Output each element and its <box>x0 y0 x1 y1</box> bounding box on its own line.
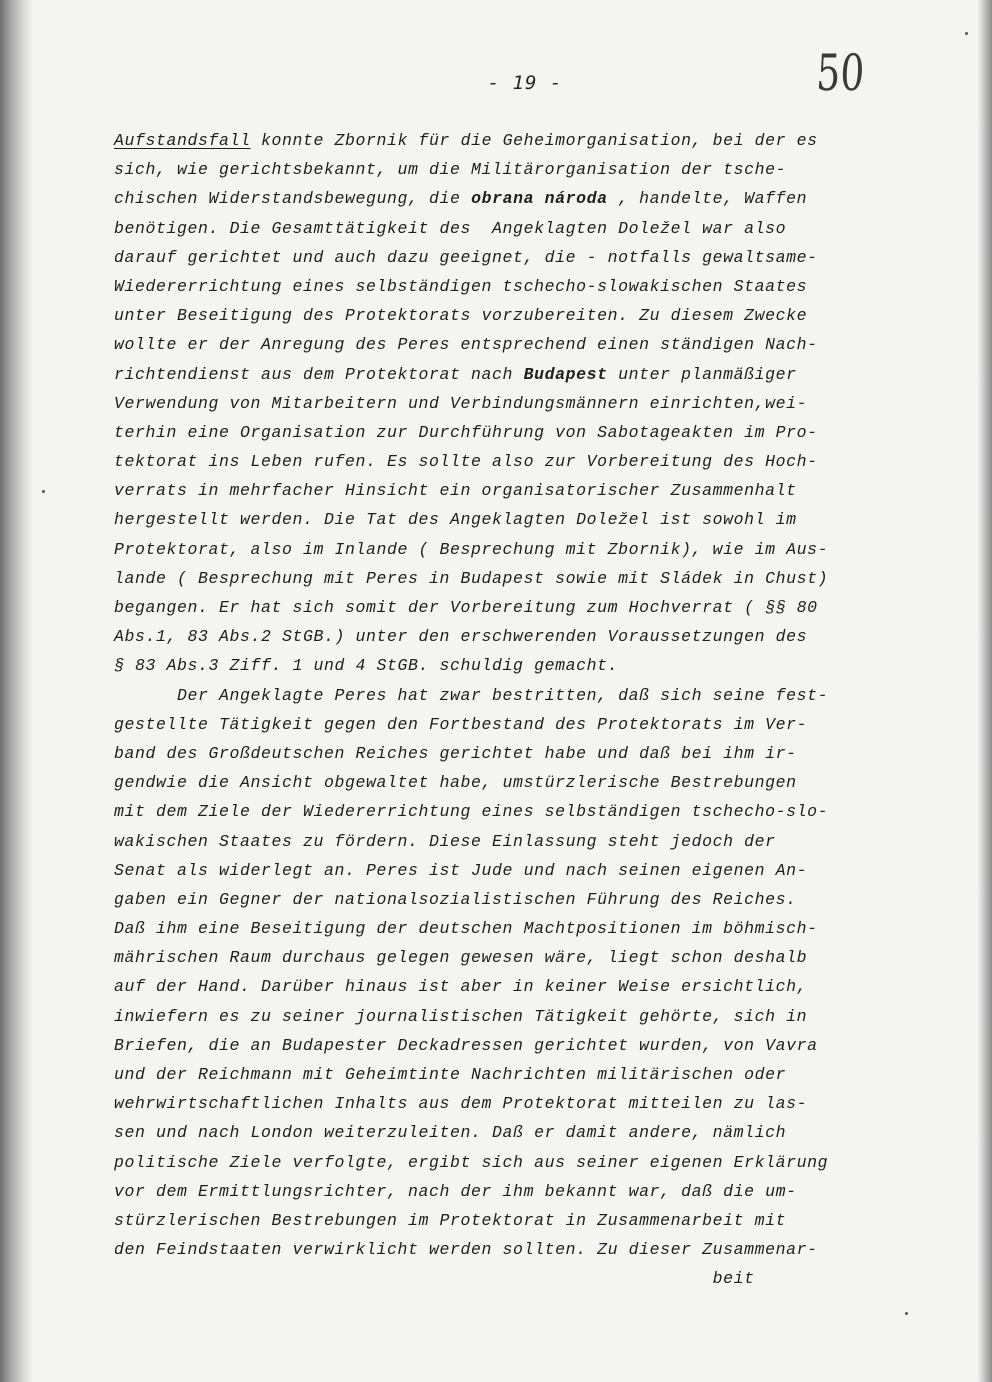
bold-word: Budapest <box>523 364 608 384</box>
scan-speck <box>905 1312 908 1315</box>
scan-speck <box>965 32 968 35</box>
text-line: § 83 Abs.3 Ziff. 1 und 4 StGB. schuldig gemacht. <box>114 656 619 676</box>
text-line: den Feindstaaten verwirklicht werden sollten. Zu dieser Zusammenar- <box>114 1240 818 1260</box>
underlined-word: Aufstandsfall <box>114 131 251 150</box>
scan-right-edge <box>978 0 992 1382</box>
text-line: darauf gerichtet und auch dazu geeignet, die - notfalls gewaltsame- <box>114 247 818 267</box>
text-line: auf der Hand. Darüber hinaus ist aber in keiner Weise ersichtlich, <box>114 977 808 997</box>
text-line: wehrwirtschaftlichen Inhalts aus dem Protektorat mitteilen zu las- <box>114 1094 808 1114</box>
text-line: Briefen, die an Budapester Deckadressen gerichtet wurden, von Vavra <box>114 1035 818 1055</box>
text-line: wakischen Staates zu fördern. Diese Einlassung steht jedoch der <box>114 831 776 851</box>
text-line: benötigen. Die Gesamttätigkeit des Angeklagten Doležel war also <box>114 218 787 238</box>
body-text <box>114 126 940 1294</box>
text-line: Abs.1, 83 Abs.2 StGB.) unter den erschwerenden Voraussetzungen des <box>114 627 808 647</box>
text-line: Aufstandsfall konnte Zbornik für die Geheimorganisation, bei der es <box>114 131 818 150</box>
text-line: unter Beseitigung des Protektorats vorzubereiten. Zu diesem Zwecke <box>114 306 808 326</box>
text-line: richtendienst aus dem Protektorat nach Budapest unter planmäßiger <box>114 364 797 384</box>
text-line: gaben ein Gegner der nationalsozialistischen Führung des Reiches. <box>114 889 797 909</box>
text-line: Wiedererrichtung eines selbständigen tschecho-slowakischen Staates <box>114 276 808 296</box>
text-line: Senat als widerlegt an. Peres ist Jude und nach seinen eigenen An- <box>114 860 808 880</box>
scan-left-edge <box>0 0 32 1382</box>
text-line: verrats in mehrfacher Hinsicht ein organisatorischer Zusammenhalt <box>114 481 797 501</box>
text-line: wollte er der Anregung des Peres entsprechend einen ständigen Nach- <box>114 335 818 355</box>
text-line: gendwie die Ansicht obgewaltet habe, umstürzlerische Bestrebungen <box>114 773 797 793</box>
text-line: band des Großdeutschen Reiches gerichtet habe und daß bei ihm ir- <box>114 743 797 763</box>
text-line: mit dem Ziele der Wiedererrichtung eines selbständigen tschecho-slo- <box>114 802 829 822</box>
text-line: mährischen Raum durchaus gelegen gewesen wäre, liegt schon deshalb <box>114 948 808 968</box>
text-line: Daß ihm eine Beseitigung der deutschen Machtpositionen im böhmisch- <box>114 919 818 939</box>
text-line: vor dem Ermittlungsrichter, nach der ihm bekannt war, daß die um- <box>114 1181 797 1201</box>
bold-phrase: obrana národa <box>471 189 608 209</box>
text-line: lande ( Besprechung mit Peres in Budapest sowie mit Sládek in Chust) <box>114 568 829 588</box>
text-line: stürzlerischen Bestrebungen im Protektorat in Zusammenarbeit mit <box>114 1210 787 1230</box>
text-line: inwiefern es zu seiner journalistischen Tätigkeit gehörte, sich in <box>114 1006 808 1026</box>
text-line: hergestellt werden. Die Tat des Angeklagten Doležel ist sowohl im <box>114 510 797 530</box>
text-line: chischen Widerstandsbewegung, die obrana národa , handelte, Waffen <box>114 189 808 209</box>
text-line: politische Ziele verfolgte, ergibt sich aus seiner eigenen Erklärung <box>114 1152 829 1172</box>
text-line: terhin eine Organisation zur Durchführung von Sabotageakten im Pro- <box>114 422 818 442</box>
text-line: und der Reichmann mit Geheimtinte Nachrichten militärischen oder <box>114 1065 787 1084</box>
text-line: sen und nach London weiterzuleiten. Daß er damit andere, nämlich <box>114 1123 787 1143</box>
text-line: Der Angeklagte Peres hat zwar bestritten, daß sich seine fest- <box>114 685 829 705</box>
text-line: tektorat ins Leben rufen. Es sollte also zur Vorbereitung des Hoch- <box>114 452 818 472</box>
text-line: sich, wie gerichtsbekannt, um die Militärorganisation der tsche- <box>114 160 787 180</box>
page-number: - 19 - <box>487 72 563 94</box>
catchword-line: beit <box>114 1269 755 1289</box>
text-line: begangen. Er hat sich somit der Vorbereitung zum Hochverrat ( §§ 80 <box>114 598 818 617</box>
text-line: Verwendung von Mitarbeitern und Verbindungsmännern einrichten,wei- <box>114 393 808 413</box>
handwritten-folio-number: 50 <box>814 44 866 102</box>
text-line: gestellte Tätigkeit gegen den Fortbestand des Protektorats im Ver- <box>114 714 808 734</box>
text-line: Protektorat, also im Inlande ( Besprechung mit Zbornik), wie im Aus- <box>114 539 829 559</box>
scan-speck <box>42 490 45 493</box>
